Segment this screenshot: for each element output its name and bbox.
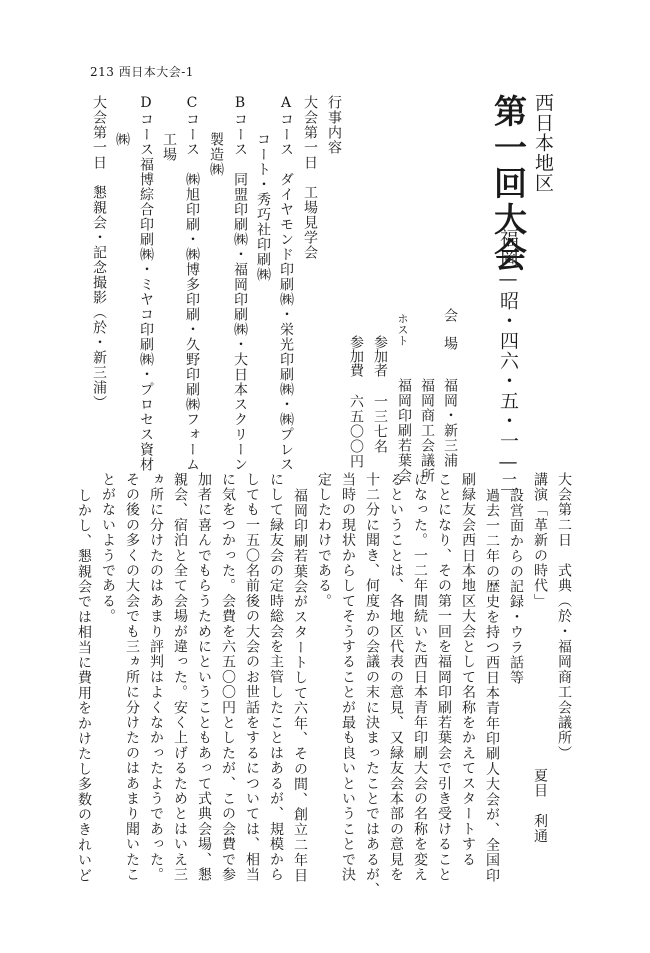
body-line-3: ことになり、その第一回を福岡印刷若葉会で引き受けること	[436, 472, 452, 883]
info-label-host: ホスト	[396, 313, 409, 346]
body-line-6: 十二分に聞き、何度かの会議の末に決まったことではあるが、	[364, 472, 380, 898]
body-line-4: になった。一二年間続いた西日本青年印刷大会の名称を変え	[412, 472, 428, 883]
body-line-18: しかし、懇親会では相当に費用をかけたし多数のきれいど	[76, 488, 92, 884]
body-line-7: 当時の現状からしてそうすることが最も良いということで決	[340, 472, 356, 883]
schedule-day1: 大会第一日 工場見学会	[302, 95, 318, 260]
body-line-10: にして緑友会の定時総会を主管したことはあるが、規模から	[268, 472, 284, 883]
course-d: Dコース福博綜合印刷㈱・ミヤコ印刷㈱・プロセス資材	[138, 95, 154, 472]
course-b: Bコース 同盟印刷㈱・福岡印刷㈱・大日本スクリーン	[232, 95, 248, 472]
info-value-host: 福岡印刷若葉会	[396, 378, 412, 483]
page-title: 第一回大会	[489, 94, 528, 274]
info-value-fee: 六五〇〇円	[348, 394, 364, 469]
body-line-17: とがないようである。	[100, 472, 116, 624]
info-label-attendees: 参加者	[372, 335, 388, 377]
lecture-title: 講演「革新の時代」	[532, 472, 548, 609]
course-d-cont: ㈱	[114, 132, 130, 147]
body-line-2: 刷緑友会西日本地区大会として名称をかえてスタートする	[460, 472, 476, 868]
body-line-9: 福岡印刷若葉会がスタートして六年、その間、創立二年目	[292, 488, 308, 884]
body-line-13: 加者に喜んでもらうためにということもあって式典会場、懇	[196, 472, 212, 883]
body-line-15: ヵ所に分けたのはあまり評判はよくなかったようであった。	[148, 472, 164, 883]
course-b-cont: 製造㈱	[208, 132, 224, 177]
body-line-12: に気をつかった。会費を六五〇〇円としたが、この会費で参	[220, 472, 236, 883]
body-line-11: しても一五〇名前後の大会のお世話をするについては、相当	[244, 472, 260, 883]
schedule-day1-party: 大会第一日 懇親会・記念撮影（於・新三浦）	[91, 95, 107, 410]
region-heading: 西日本地区	[532, 93, 554, 193]
body-line-5: るということは、各地区代表の意見、又緑友会本部の意見を	[388, 472, 404, 883]
info-value-venue: 福岡・新三浦	[442, 378, 458, 468]
schedule-heading: 行事内容	[326, 95, 342, 155]
course-a-cont: コート・秀巧社印刷㈱	[255, 132, 271, 282]
course-c-cont: 工場	[161, 132, 177, 162]
info-value-venue-2: 福岡商工会議所	[419, 378, 435, 483]
body-line-14: 親会、宿泊と全て会場が違った。安く上げるためとはいえ三	[172, 472, 188, 883]
records-note: 設営面からの記録・ウラ話等	[508, 488, 524, 686]
lecture-speaker: 夏目 利通	[532, 768, 548, 844]
course-a: Aコース ダイヤモンド印刷㈱・栄光印刷㈱・㈱プレス	[278, 95, 294, 472]
course-c: Cコース ㈱旭印刷・㈱博多印刷・久野印刷㈱フォーム	[184, 95, 200, 472]
body-line-16: その後の多くの大会でも三ヵ所に分けたのはあまり聞いたこ	[124, 472, 140, 883]
body-line-1: 過去一二年の歴史を持つ西日本青年印刷人大会が、全国印	[484, 488, 500, 884]
page-header: 213 西日本大会-1	[90, 65, 194, 79]
ceremony-day2: 大会第二日 式典（於・福岡商工会議所）	[556, 472, 572, 761]
info-value-attendees: 一三七名	[372, 394, 388, 454]
title-date: 福岡—昭・四六・五・一—二	[497, 228, 519, 494]
body-line-8: 定したわけである。	[316, 472, 332, 609]
info-label-fee: 参加費	[348, 335, 364, 377]
info-label-venue: 会 場	[442, 308, 458, 350]
